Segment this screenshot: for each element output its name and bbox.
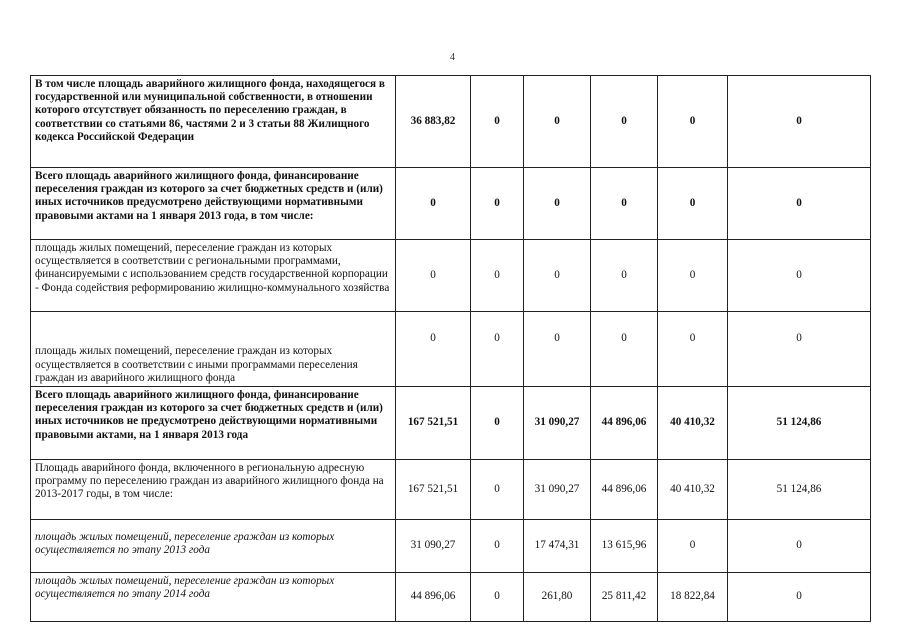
- area-report-table: [30, 75, 871, 622]
- value-col-3: 0: [524, 76, 591, 168]
- row-description: площадь жилых помещений, переселение граждан из которых осуществляется по этапу 2013 года: [31, 520, 396, 573]
- value-col-6: 0: [728, 240, 871, 312]
- value-col-6: 51 124,86: [728, 460, 871, 520]
- value-col-5: 40 410,32: [658, 460, 728, 520]
- value-total: 44 896,06: [396, 573, 471, 622]
- value-col-3: 261,80: [524, 573, 591, 622]
- table-row: [31, 387, 871, 460]
- value-col-5: 0: [658, 76, 728, 168]
- value-col-4: 13 615,96: [591, 520, 658, 573]
- table-row: [31, 168, 871, 240]
- value-col-6: 0: [728, 168, 871, 240]
- value-total: 0: [396, 312, 471, 387]
- value-col-6: 0: [728, 312, 871, 387]
- value-total: 167 521,51: [396, 387, 471, 460]
- value-col-2: 0: [471, 460, 524, 520]
- value-col-4: 0: [591, 76, 658, 168]
- row-description: Площадь аварийного фонда, включенного в региональную адресную программу по переселению граждан из аварийного жилищного фонда на 2013-2017 годы, в том числе:: [31, 460, 396, 520]
- value-col-4: 25 811,42: [591, 573, 658, 622]
- value-col-3: 31 090,27: [524, 387, 591, 460]
- value-col-2: 0: [471, 168, 524, 240]
- value-col-5: 0: [658, 520, 728, 573]
- value-col-6: 51 124,86: [728, 387, 871, 460]
- value-total: 31 090,27: [396, 520, 471, 573]
- value-col-4: 44 896,06: [591, 387, 658, 460]
- value-col-3: 17 474,31: [524, 520, 591, 573]
- value-col-4: 44 896,06: [591, 460, 658, 520]
- value-col-3: 0: [524, 168, 591, 240]
- table-row: [31, 76, 871, 168]
- value-total: 167 521,51: [396, 460, 471, 520]
- row-description: площадь жилых помещений, переселение граждан из которых осуществляется в соответствии с региональными программами, финансируемыми с использованием средств государственной корпорации - Фонда содействия реформированию жилищно-коммунального хозяйства: [31, 240, 396, 312]
- value-col-6: 0: [728, 76, 871, 168]
- row-description: Всего площадь аварийного жилищного фонда, финансирование переселения граждан из которого за счет бюджетных средств и (или) иных источников не предусмотрено действующими нормативными правовыми актами, на 1 января 2013 года: [31, 387, 396, 460]
- value-col-5: 0: [658, 240, 728, 312]
- row-description: площадь жилых помещений, переселение граждан из которых осуществляется по этапу 2014 года: [31, 573, 396, 622]
- value-col-4: 0: [591, 312, 658, 387]
- table-row: [31, 312, 871, 387]
- value-total: 36 883,82: [396, 76, 471, 168]
- page-number: 4: [450, 52, 455, 63]
- value-col-2: 0: [471, 312, 524, 387]
- value-col-2: 0: [471, 76, 524, 168]
- value-col-3: 0: [524, 240, 591, 312]
- value-col-6: 0: [728, 520, 871, 573]
- value-col-5: 18 822,84: [658, 573, 728, 622]
- value-col-3: 31 090,27: [524, 460, 591, 520]
- value-col-6: 0: [728, 573, 871, 622]
- value-col-2: 0: [471, 240, 524, 312]
- value-col-4: 0: [591, 168, 658, 240]
- table-row: [31, 520, 871, 573]
- value-col-3: 0: [524, 312, 591, 387]
- table-row: [31, 240, 871, 312]
- table-row: [31, 573, 871, 622]
- value-total: 0: [396, 240, 471, 312]
- value-col-2: 0: [471, 573, 524, 622]
- value-col-5: 40 410,32: [658, 387, 728, 460]
- row-description: В том числе площадь аварийного жилищного фонда, находящегося в государственной или муниципальной собственности, в отношении которого отсутствует обязанность по переселению граждан, в соответствии со статьями 86, частями 2 и 3 статьи 88 Жилищного кодекса Российской Федерации: [31, 76, 396, 168]
- value-col-4: 0: [591, 240, 658, 312]
- value-col-2: 0: [471, 520, 524, 573]
- value-total: 0: [396, 168, 471, 240]
- value-col-5: 0: [658, 312, 728, 387]
- row-description: площадь жилых помещений, переселение граждан из которых осуществляется в соответствии с иными программами переселения граждан из аварийного жилищного фонда: [31, 312, 396, 387]
- value-col-2: 0: [471, 387, 524, 460]
- value-col-5: 0: [658, 168, 728, 240]
- row-description: Всего площадь аварийного жилищного фонда, финансирование переселения граждан из которого за счет бюджетных средств и (или) иных источников предусмотрено действующими нормативными правовыми актами на 1 января 2013 года, в том числе:: [31, 168, 396, 240]
- table-row: [31, 460, 871, 520]
